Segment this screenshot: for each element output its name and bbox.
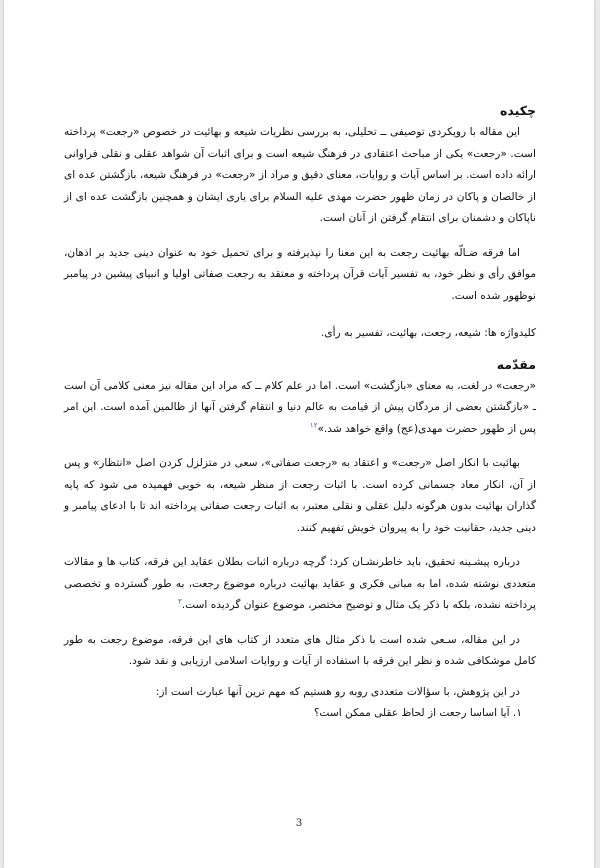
question-list-item: ۱. آیا اساسا رجعت از لحاظ عقلی ممکن است؟: [313, 707, 522, 719]
intro-paragraph-1: [64, 376, 536, 441]
page-number: 3: [295, 818, 303, 829]
footnote-ref-3[interactable]: ۳: [178, 597, 182, 606]
document-page: [4, 0, 594, 868]
intro-paragraph-2: بهائیت با انکار اصل «رجعت» و اعتقاد به «رجعت صفاتی»، سعی در متزلزل کردن اصل «انتظار» و پس از آن، انکار معاد جسمانی کرده است. با اثبات رجعت از منظر شیعه، به خوبی فهمیده می شود که پایه گذاران بهائیت بدون هرگونه دلیل عقلی و نقلی معتبر، به اثبات رجعت صفاتی پرداخته اند تا با ادعای پیامبر و دینی جدید، حقانیت خود را به پیروان خویش تفهیم کنند.: [64, 457, 536, 534]
intro-paragraph-5: در این پژوهش، با سؤالات متعددی روبه رو هستیم که مهم ترین آنها عبارت است از:: [155, 685, 520, 698]
abstract-heading: چکیده: [500, 103, 536, 118]
page-content: [64, 100, 536, 725]
abstract-paragraph-1: این مقاله با رویکردی توصیفی ــ تحلیلی، به بررسی نظریات شیعه و بهائیت در خصوص «رجعت» پرداخته است. «رجعت» یکی از مباحث اعتقادی در فرهنگ شیعه است و برای اثبات آن شواهد عقلی و نقلی فراوانی ارائه داده است. بر اساس آیات و روایات، معنای دقیق و مراد از «رجعت» در فرهنگ شیعه، بازگشتن عده ای از خالصان و پاکان در زمان ظهور حضرت مهدی علیه السلام برای یاری ایشان و همچنین بازگشت عده ای از ناپاکان و دشمنان برای انتقام گرفتن از آنان است.: [64, 126, 536, 224]
intro-paragraph-3: [64, 552, 536, 617]
footnote-ref-2[interactable]: ۲: [313, 420, 318, 429]
keywords-line: کلیدواژه ها: شیعه، رجعت، بهائیت، تفسیر به رأی.: [320, 327, 536, 339]
abstract-paragraph-2: اما فرقه ضـالّه بهائیت رجعت به این معنا را نپذیرفته و برای تحمیل خود به عنوان دینی جدید بر اذهان، موافق رأی و نظر خود، به تفسیر آیات قرآن پرداخته و معتقد به رجعت صفاتی اولیا و انبیای پیشین در پیامبر نوظهور شده است.: [64, 246, 536, 302]
footnote-ref-1[interactable]: ۱: [309, 420, 314, 429]
intro-paragraph-3-text: درباره پیشـینه تحقیق، باید خاطرنشـان کرد: گرچه درباره اثبات بطلان عقاید این فرقه، کتاب ها و مقالات متعددی نوشته شده، اما به مبانی فکری و عقاید بهائیت درباره موضوع رجعت، به طور گسترده و تخصصی پرداخته نشده، بلکه با ذکر یک مثال و توضیح مختصر، موضوع عنوان گردیده است.: [64, 556, 536, 611]
intro-paragraph-4: در این مقاله، سـعی شده است با ذکر مثال های متعدد از کتاب های این فرقه، موضوع رجعت به طور کامل موشکافی شده و نظر این فرقه با استفاده از آیات و روایات اسلامی ارزیابی و نقد شود.: [64, 633, 536, 667]
intro-paragraph-1-text: «رجعت» در لغت، به معنای «بازگشت» است. اما در علم کلام ــ که مراد این مقاله نیز معنی کلامی آن است ـ «بازگشتن بعضی از مردگان پیش از قیامت به عالم دنیا و انتقام گرفتن آنها از ظالمین آمده است. این امر پس از ظهور حضرت مهدی(عج) واقع خواهد شد.»: [64, 379, 536, 435]
intro-heading: مقدّمه: [496, 356, 536, 372]
